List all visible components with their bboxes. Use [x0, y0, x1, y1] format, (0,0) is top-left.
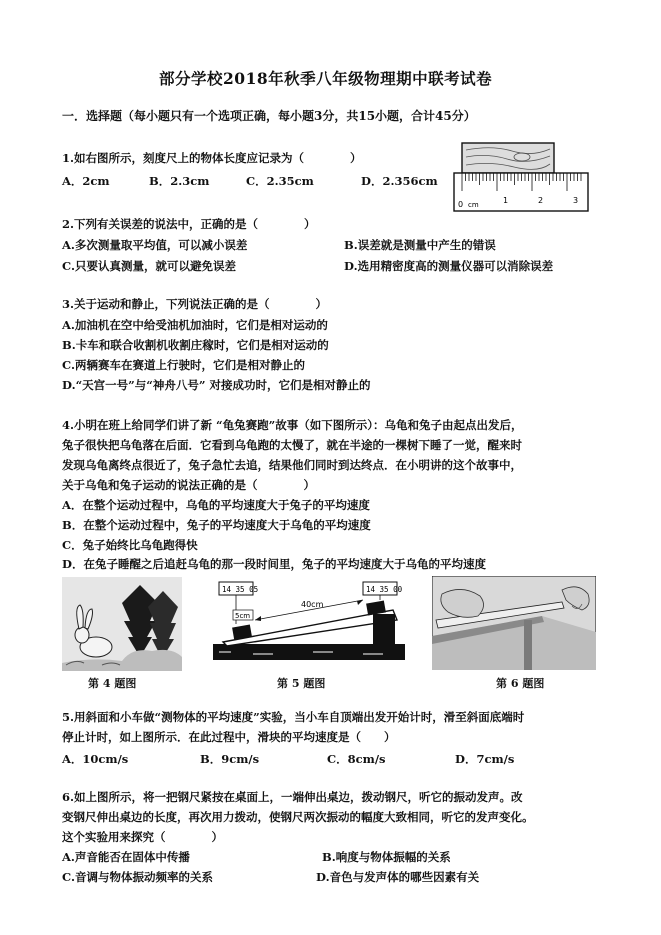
q3-option-d: D.“天宫一号”与“神舟八号” 对接成功时，它们是相对静止的 — [62, 378, 371, 392]
ruler-label-1: 1 — [503, 196, 509, 205]
q2-option-a: A.多次测量取平均值，可以减小误差 — [62, 238, 248, 252]
q4-option-a: A．在整个运动过程中，乌龟的平均速度大于兔子的平均速度 — [62, 498, 370, 512]
q6-option-b: B.响度与物体振幅的关系 — [322, 850, 451, 864]
q5-stem-line-2: 停止计时，如上图所示．在此过程中，滑块的平均速度是（ ） — [62, 730, 396, 744]
q4-stem-line-3: 发现乌龟离终点很近了，兔子急忙去追，结果他们同时到达终点．在小明讲的这个故事中， — [62, 458, 522, 472]
figure-4-caption: 第 4 题图 — [88, 677, 137, 690]
q6-stem-line-1: 6.如上图所示，将一把钢尺紧按在桌面上，一端伸出桌边，拨动钢尺，听它的振动发声。改 — [62, 790, 523, 804]
ruler-figure — [452, 140, 592, 214]
ruler-label-cm: cm — [468, 201, 479, 209]
q4-option-b: B．在整个运动过程中，兔子的平均速度大于乌龟的平均速度 — [62, 518, 371, 532]
ruler-label-3: 3 — [573, 196, 579, 205]
q6-stem-line-2: 变钢尺伸出桌边的长度，再次用力拨动，使钢尺两次振动的幅度大致相同，听它的发声变化。 — [62, 810, 534, 824]
q4-option-c: C．兔子始终比乌龟跑得快 — [62, 538, 198, 552]
q1-option-b: B．2.3cm — [149, 174, 210, 188]
figure-6-steel-ruler — [432, 576, 596, 670]
q5-option-d: D．7cm/s — [455, 752, 515, 766]
ruler-label-2: 2 — [538, 196, 544, 205]
page-title: 部分学校2018年秋季八年级物理期中联考试卷 — [159, 69, 493, 88]
q5-option-b: B．9cm/s — [200, 752, 260, 766]
ground — [213, 644, 405, 660]
timer-end-text: 14 35 00 — [366, 585, 403, 594]
q3-option-c: C.两辆赛车在赛道上行驶时，它们是相对静止的 — [62, 358, 305, 372]
support-block — [373, 614, 395, 644]
q4-stem-line-4: 关于乌龟和兔子运动的说法正确的是（ ） — [62, 478, 315, 492]
figure-6-caption: 第 6 题图 — [496, 677, 545, 690]
figure-5-caption: 第 5 题图 — [277, 677, 326, 690]
cart-length-label: 5cm — [235, 612, 251, 620]
q6-option-c: C.音调与物体振动频率的关系 — [62, 870, 213, 884]
q5-option-a: A．10cm/s — [62, 752, 129, 766]
timer-start-text: 14 35 05 — [222, 585, 259, 594]
q2-option-b: B.误差就是测量中产生的错误 — [344, 238, 496, 252]
q3-option-b: B.卡车和联合收割机收割庄稼时，它们是相对运动的 — [62, 338, 329, 352]
q2-option-c: C.只要认真测量，就可以避免误差 — [62, 259, 236, 273]
q5-stem-line-1: 5.用斜面和小车做“测物体的平均速度”实验，当小车自顶端出发开始计时，滑至斜面底端时 — [62, 710, 525, 724]
q1-stem: 1.如右图所示，刻度尺上的物体长度应记录为（ ） — [62, 151, 362, 165]
q6-option-d: D.音色与发声体的哪些因素有关 — [316, 870, 480, 884]
figure-5-incline — [213, 580, 405, 668]
q4-stem-line-2: 兔子很快把乌龟落在后面．它看到乌龟跑的太慢了，就在半途的一棵树下睡了一觉，醒来时 — [62, 438, 522, 452]
q4-stem-line-1: 4.小明在班上给同学们讲了新 “龟兔赛跑”故事（如下图所示）：乌龟和兔子由起点出发后， — [62, 418, 523, 432]
figure-4-rabbit-trees — [62, 577, 182, 671]
ruler-label-0: 0 — [458, 200, 464, 209]
q3-option-a: A.加油机在空中给受油机加油时，它们是相对运动的 — [62, 318, 328, 332]
q1-option-a: A．2cm — [62, 174, 110, 188]
section-heading: 一．选择题（每小题只有一个选项正确，每小题3分，共15小题，合计45分） — [62, 109, 476, 123]
q6-stem-line-3: 这个实验用来探究（ ） — [62, 830, 223, 844]
q1-option-c: C．2.35cm — [246, 174, 314, 188]
q1-option-d: D．2.356cm — [361, 174, 438, 188]
q6-option-a: A.声音能否在固体中传播 — [62, 850, 190, 864]
distance-label: 40cm — [301, 600, 324, 609]
q2-stem: 2.下列有关误差的说法中，正确的是（ ） — [62, 217, 316, 231]
q4-option-d: D．在兔子睡醒之后追赶乌龟的那一段时间里，兔子的平均速度大于乌龟的平均速度 — [62, 557, 486, 571]
wood-block — [462, 143, 554, 173]
q3-stem: 3.关于运动和静止，下列说法正确的是（ ） — [62, 297, 328, 311]
q2-option-d: D.选用精密度高的测量仪器可以消除误差 — [344, 259, 554, 273]
q5-option-c: C．8cm/s — [327, 752, 386, 766]
